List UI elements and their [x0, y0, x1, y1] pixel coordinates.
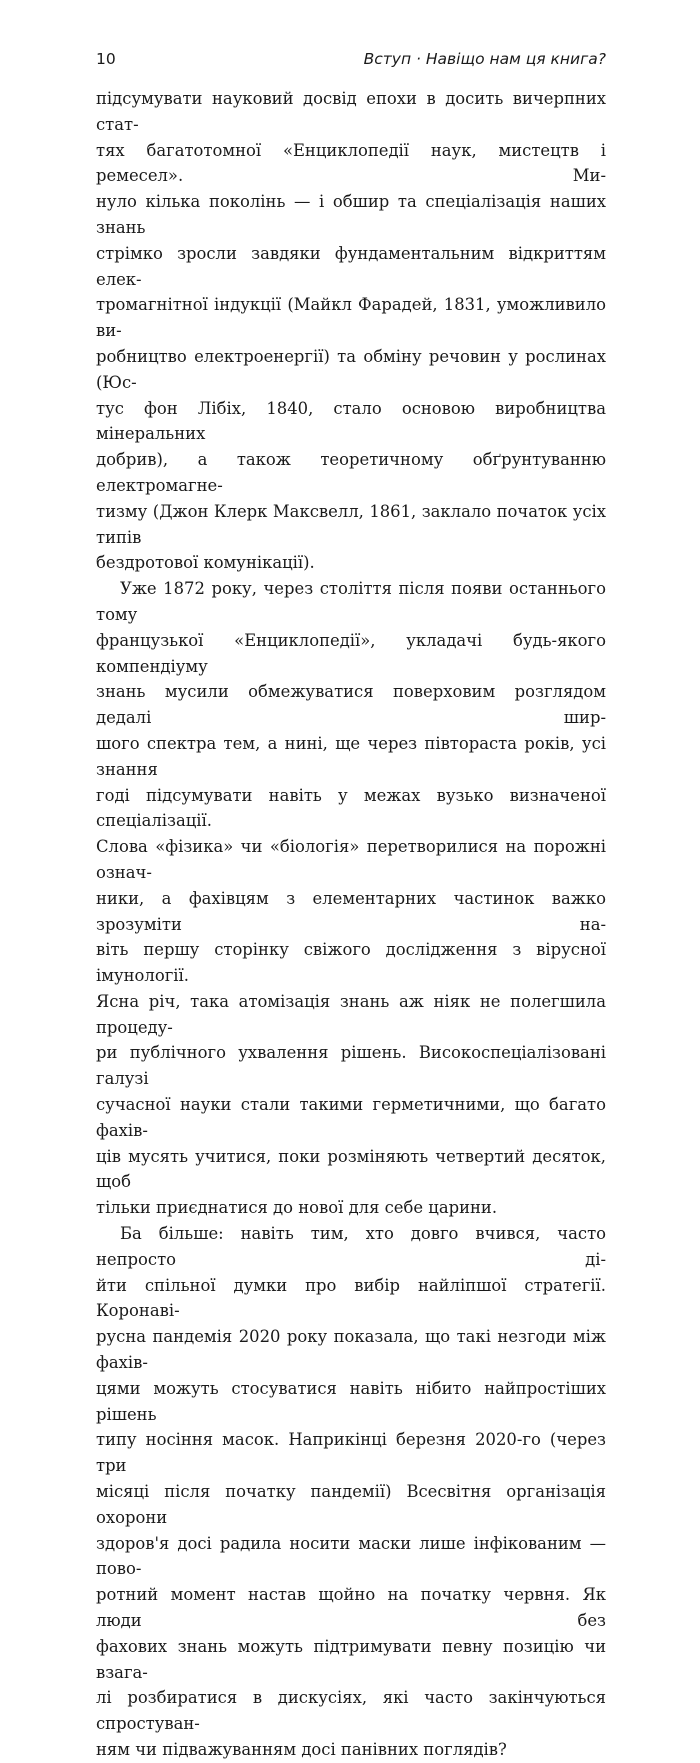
text-line: фахових знань можуть підтримувати певну позицію чи взага-: [96, 1636, 606, 1682]
text-line: тус фон Лібіх, 1840, стало основою виробництва мінеральних: [96, 398, 606, 444]
text-line: французької «Енциклопедії», укладачі будь-якого компендіуму: [96, 630, 606, 676]
paragraph: [96, 1221, 606, 1763]
text-line: ники, а фахівцям з елементарних частинок важко зрозуміти на-: [96, 888, 606, 934]
text-line: ротний момент настав щойно на початку червня. Як люди без: [96, 1585, 606, 1631]
text-line: Ба більше: навіть тим, хто довго вчився, часто непросто ді-: [96, 1224, 606, 1269]
text-line: стрімко зросли завдяки фундаментальним відкриттям елек-: [96, 243, 606, 289]
text-line: цями можуть стосуватися навіть нібито найпростіших рішень: [96, 1378, 606, 1424]
text-line: тизму (Джон Клерк Максвелл, 1861, заклало початок усіх типів: [96, 501, 606, 547]
text-line: Слова «фізика» чи «біологія» перетворилися на порожні означ-: [96, 837, 606, 882]
text-line: тільки приєднатися до нової для себе царини.: [96, 1198, 498, 1218]
text-line: Уже 1872 року, через століття після появи останнього тому: [96, 579, 606, 624]
text-line: Ясна річ, така атомізація знань аж ніяк не полегшила процеду-: [96, 991, 606, 1037]
page-number: 10: [96, 50, 116, 68]
text-line: годі підсумувати навіть у межах вузько визначеної спеціалізації.: [96, 785, 606, 831]
text-line: підсумувати науковий досвід епохи в досить вичерпних стат-: [96, 89, 606, 134]
text-line: здоров'я досі радила носити маски лише інфікованим — пово-: [96, 1533, 606, 1579]
text-line: бездротової комунікації).: [96, 553, 315, 573]
paragraph: [96, 576, 606, 1221]
text-line: ців мусять учитися, поки розміняють четвертий десяток, щоб: [96, 1146, 606, 1192]
running-title: Вступ · Навіщо нам ця книга?: [363, 50, 606, 68]
text-line: типу носіння масок. Наприкінці березня 2020-го (через три: [96, 1430, 606, 1476]
text-line: шого спектра тем, а нині, ще через півтораста років, усі знання: [96, 733, 606, 779]
text-line: лі розбиратися в дискусіях, які часто закінчуються спростуван-: [96, 1688, 606, 1734]
text-line: русна пандемія 2020 року показала, що такі незгоди між фахів-: [96, 1327, 606, 1373]
paragraph: [96, 86, 606, 576]
text-line: ням чи підважуванням досі панівних поглядів?: [96, 1740, 507, 1759]
text-line: знань мусили обмежуватися поверховим розглядом дедалі шир-: [96, 682, 606, 728]
text-line: тромагнітної індукції (Майкл Фарадей, 1831, уможливило ви-: [96, 295, 606, 341]
text-line: сучасної науки стали такими герметичними, що багато фахів-: [96, 1095, 606, 1140]
body-text: [96, 86, 606, 1763]
text-line: віть першу сторінку свіжого дослідження з вірусної імунології.: [96, 940, 606, 986]
text-line: ри публічного ухвалення рішень. Високоспеціалізовані галузі: [96, 1043, 606, 1089]
text-line: нуло кілька поколінь — і обшир та спеціалізація наших знань: [96, 192, 606, 237]
text-line: йти спільної думки про вибір найліпшої стратегії. Коронаві-: [96, 1275, 606, 1321]
text-line: робництво електроенергії) та обміну речовин у рослинах (Юс-: [96, 346, 606, 392]
page-header: [96, 50, 606, 68]
text-line: місяці після початку пандемії) Всесвітня організація охорони: [96, 1482, 606, 1527]
text-line: добрив), а також теоретичному обґрунтуванню електромагне-: [96, 450, 606, 495]
text-line: тях багатотомної «Енциклопедії наук, мистецтв і ремесел». Ми-: [96, 140, 606, 186]
